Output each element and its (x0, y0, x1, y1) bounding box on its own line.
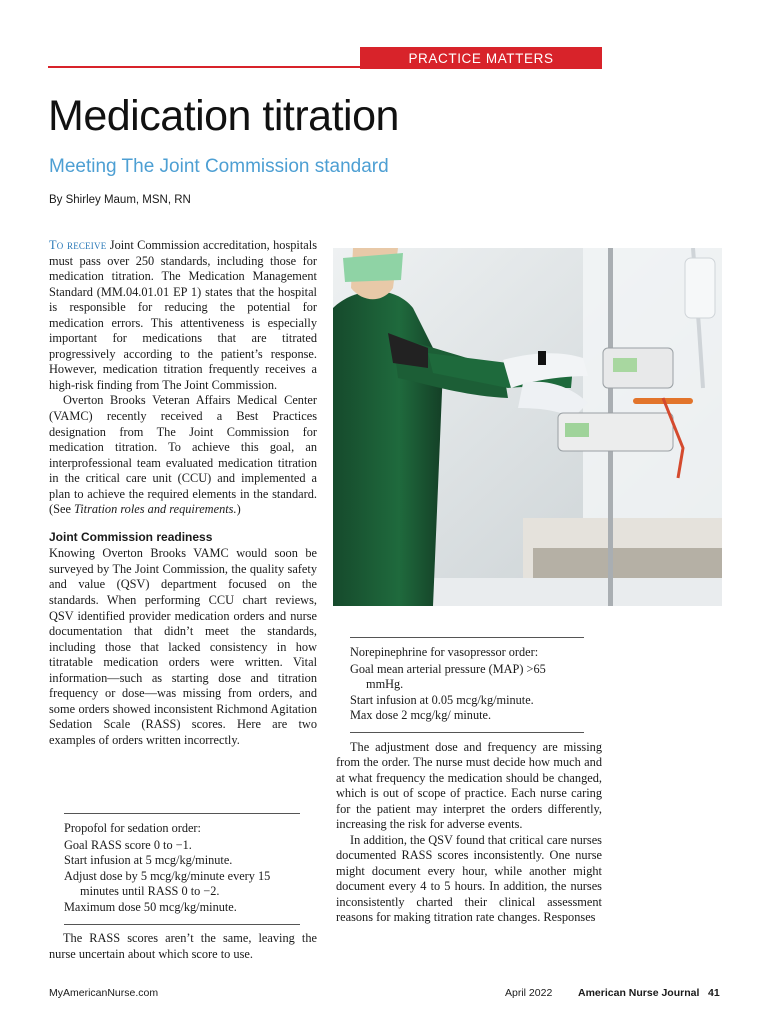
section-heading-readiness: Joint Commission readiness (49, 529, 213, 544)
footer-date: April 2022 (505, 987, 553, 999)
article-subtitle: Meeting The Joint Commission standard (49, 156, 389, 177)
footer-journal: American Nurse Journal (578, 987, 700, 999)
propofol-order-line: Goal RASS score 0 to −1. (64, 837, 192, 852)
section-tag: PRACTICE MATTERS (360, 47, 602, 69)
lead-in: To receive (49, 238, 107, 252)
sidebar-reference: Titration roles and requirements. (74, 502, 237, 517)
paragraph-adjustment: The adjustment dose and frequency are missing from the order. The nurse must decide how much and at what frequency the medication should be changed, which is out of scope of practice. Each nurse caring for the patient may interpret the orders differently, increasing the risk for adverse events. (336, 740, 602, 832)
header-rule (48, 66, 360, 68)
paragraph-intro: To receive Joint Commission accreditation, hospitals must pass over 250 standards, including those for medication titration. The Medication Management Standard (MM.04.01.01 EP 1) states that the hospital is responsible for reducing the potential for medication errors. This attentiveness is especially important for medications that are titrated progressively according to the patient’s response. However, medication titration frequently receives a high-risk finding from The Joint Commission. (49, 238, 318, 392)
norepinephrine-order-heading: Norepinephrine for vasopressor order: (350, 645, 539, 659)
propofol-order-heading: Propofol for sedation order: (64, 821, 201, 835)
propofol-order-line: Adjust dose by 5 mcg/kg/minute every 15 minutes until RASS 0 to −2. (64, 868, 271, 899)
right-column (336, 740, 602, 925)
norepinephrine-order-box (350, 637, 584, 733)
nurse-infusion-pump-photo (333, 248, 722, 606)
paragraph-rass: The RASS scores aren’t the same, leaving the nurse uncertain about which score to use. (49, 931, 317, 961)
paragraph-readiness: Knowing Overton Brooks VAMC would soon be surveyed by The Joint Commission, the quality safety and value (QSV) department focused on the standards. When performing CCU chart reviews, QSV identified provider medication orders and nurse documentation that didn’t meet the standards, including those that lacked consistency in how titratable medication orders were written. Vital information—such as starting dose and titration frequency or dose—was missing from orders, and some orders showed inconsistent Richmond Agitation Sedation Scale (RASS) scores. Here are two examples of orders written incorrectly. (49, 546, 317, 747)
norepinephrine-order-line: Goal mean arterial pressure (MAP) >65 mmHg. (350, 661, 546, 692)
paragraph-documentation: In addition, the QSV found that critical care nurses documented RASS scores inconsistently. One nurse might document every hour, while another might document every 4 to 5 hours. In addition, the nurses inconsistently charted their clinical assessment reasons for making titration rate changes. Responses (336, 832, 602, 924)
photo-illustration (333, 248, 722, 606)
norepinephrine-order-line: Max dose 2 mcg/kg/ minute. (350, 708, 492, 723)
paragraph-vamc: Overton Brooks Veteran Affairs Medical Center (VAMC) recently received a Best Practices designation from The Joint Commission for medication titration. To achieve this goal, an interprofessional team evaluated medication titration in the critical care unit (CCU) and implemented a plan to achieve the required elements in the standard. (See Titration roles and requirements.) (49, 393, 317, 517)
propofol-order-box (64, 813, 300, 925)
byline: By Shirley Maum, MSN, RN (49, 194, 191, 206)
page-number: 41 (708, 987, 720, 999)
propofol-order-line: Start infusion at 5 mcg/kg/minute. (64, 853, 233, 868)
left-column (49, 238, 317, 749)
norepinephrine-order-line: Start infusion at 0.05 mcg/kg/minute. (350, 692, 534, 707)
footer-website: MyAmericanNurse.com (49, 987, 159, 999)
article-title: Medication titration (48, 92, 399, 140)
left-column-bottom (49, 931, 317, 962)
propofol-order-line: Maximum dose 50 mcg/kg/minute. (64, 899, 237, 914)
